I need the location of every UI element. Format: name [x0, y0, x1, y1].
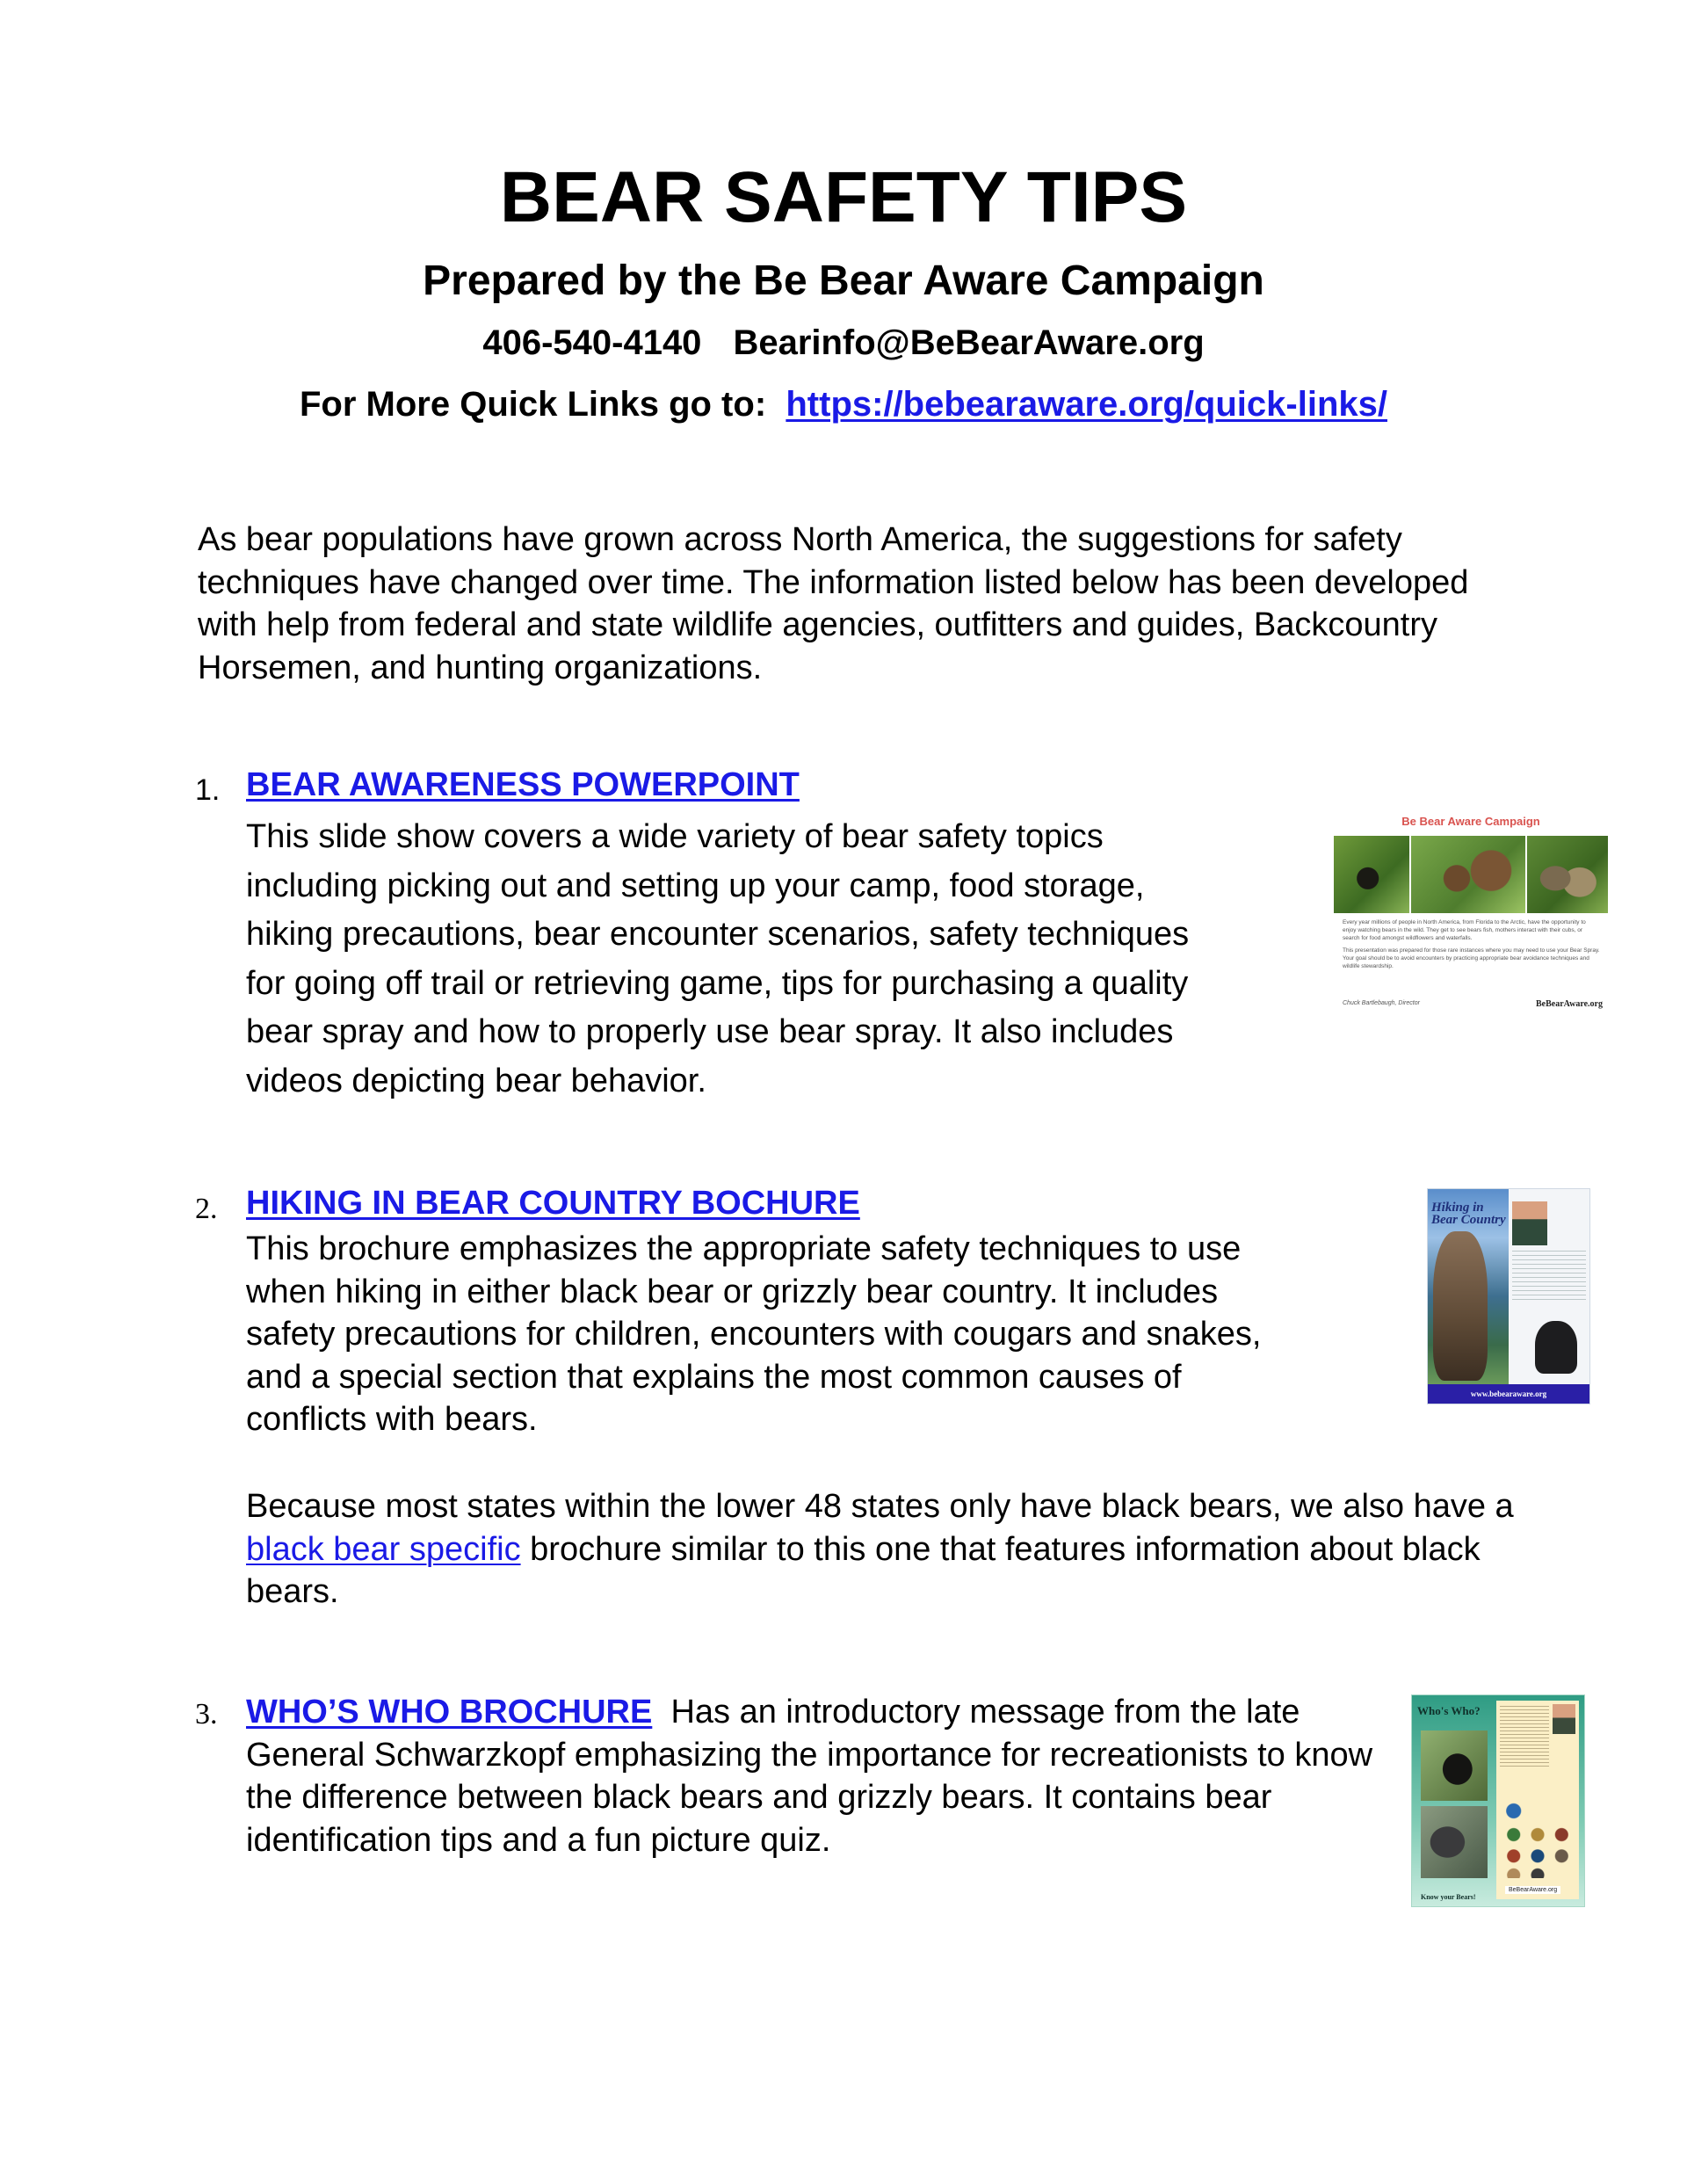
hiking-brochure-thumbnail — [1427, 1188, 1590, 1404]
slide-text-1: Every year millions of people in North America, from Florida to the Arctic, have the opportunity to enjoy watching bears in the wild. They get to see bears fish, mothers interact with their cubs, or search for food amongst wildflowers and waterfalls. — [1343, 919, 1586, 941]
body-line: for going off trail or retrieving game, tips for purchasing a quality — [246, 964, 1189, 1002]
contact-line — [0, 323, 1687, 363]
body-line: when hiking in either black bear or grizzly bear country. It includes — [246, 1273, 1219, 1310]
email-address: Bearinfo@BeBearAware.org — [733, 323, 1205, 362]
bebearaware-logo: BeBearAware.org — [1536, 999, 1603, 1009]
brochure-cover-right — [1509, 1189, 1589, 1384]
slide-text-2: This presentation was prepared for those rare instances where you may need to use your Bear Spray. Your goal should be to avoid encounters by practicing appropriate bear avoidance techniques and wildlife stewardship. — [1343, 947, 1600, 969]
agency-seals — [1503, 1799, 1572, 1878]
body-line: This slide show covers a wide variety of bear safety topics — [246, 818, 1104, 855]
item-number: 3. — [195, 1698, 218, 1731]
body-line: videos depicting bear behavior. — [246, 1062, 706, 1099]
item-number: 2. — [195, 1193, 218, 1225]
slide-signature: Chuck Bartlebaugh, Director — [1343, 1000, 1420, 1006]
quick-links-label: For More Quick Links go to: — [300, 385, 767, 424]
whos-who-panel — [1496, 1701, 1579, 1899]
powerpoint-thumbnail — [1334, 813, 1608, 1013]
quick-links-line — [0, 385, 1687, 424]
powerpoint-link[interactable]: BEAR AWARENESS POWERPOINT — [246, 766, 800, 803]
item-2-body — [246, 1228, 1388, 1441]
whos-who-footer: Know your Bears! — [1421, 1893, 1476, 1901]
grizzly-family-photo — [1411, 836, 1525, 913]
brochure-text-lines — [1512, 1251, 1586, 1303]
grizzly-bear-image — [1433, 1231, 1488, 1381]
item-number: 1. — [195, 773, 221, 807]
quick-links-url[interactable]: https://bebearaware.org/quick-links/ — [786, 385, 1387, 424]
body-line: including picking out and setting up your camp, food storage, — [246, 867, 1145, 904]
slide-title: Be Bear Aware Campaign — [1401, 815, 1540, 828]
body-line: safety precautions for children, encounters with cougars and snakes, — [246, 1316, 1262, 1353]
black-bear-image — [1535, 1321, 1577, 1374]
item-3 — [246, 1691, 1388, 1861]
whos-who-brochure-link[interactable]: WHO’S WHO BROCHURE — [246, 1694, 653, 1731]
item-1-body — [246, 813, 1300, 1106]
body-line: hiking precautions, bear encounter scenarios, safety techniques — [246, 916, 1190, 953]
whos-who-thumbnail — [1411, 1694, 1585, 1907]
hiking-brochure-link[interactable]: HIKING IN BEAR COUNTRY BOCHURE — [246, 1185, 860, 1222]
item-2-title — [246, 1185, 860, 1223]
item-1-title — [246, 766, 800, 804]
brochure-footer: www.bebearaware.org — [1428, 1384, 1589, 1404]
phone-number: 406-540-4140 — [482, 323, 702, 362]
panel-text-lines — [1500, 1706, 1549, 1767]
body-line: conflicts with bears. — [246, 1401, 538, 1438]
intro-paragraph: As bear populations have grown across North America, the suggestions for safety techniques have changed over time. The information listed below has been developed with help from federal and state wildlife agencies, outfitters and guides, Backcountry Horsemen, and hunting organizations. — [198, 521, 1469, 686]
black-bear-photo — [1334, 836, 1409, 913]
black-bear-note — [246, 1485, 1520, 1614]
brochure-cover-left — [1428, 1189, 1509, 1384]
note-text: brochure similar to this one that features information about black bears. — [246, 1530, 1481, 1610]
portrait-image — [1512, 1201, 1547, 1245]
body-line: This brochure emphasizes the appropriate safety techniques to use — [246, 1230, 1242, 1267]
portrait-image — [1553, 1704, 1575, 1734]
whos-who-heading: Who's Who? — [1417, 1704, 1481, 1717]
body-line: bear spray and how to properly use bear spray. It also includes — [246, 1013, 1174, 1050]
black-bear-specific-link[interactable]: black bear specific — [246, 1530, 521, 1568]
black-bear-photo — [1421, 1731, 1488, 1801]
brochure-heading: Hiking in Bear Country — [1431, 1201, 1506, 1227]
slide-photos — [1334, 836, 1608, 913]
bebearaware-logo: BeBearAware.org — [1505, 1886, 1560, 1894]
grizzly-photo — [1421, 1806, 1488, 1878]
slide-text — [1343, 918, 1601, 970]
body-line: and a special section that explains the most common causes of — [246, 1358, 1182, 1396]
standing-bears-photo — [1527, 836, 1608, 913]
page-subtitle: Prepared by the Be Bear Aware Campaign — [423, 258, 1264, 304]
page-title: BEAR SAFETY TIPS — [499, 157, 1188, 237]
note-text: Because most states within the lower 48 states only have black bears, we also have a — [246, 1488, 1514, 1525]
item-3-body: Has an introductory message from the late General Schwarzkopf emphasizing the importance for recreationists to know the difference between black bears and grizzly bears. It contains bear identification tips and a fun picture quiz. — [246, 1694, 1373, 1859]
